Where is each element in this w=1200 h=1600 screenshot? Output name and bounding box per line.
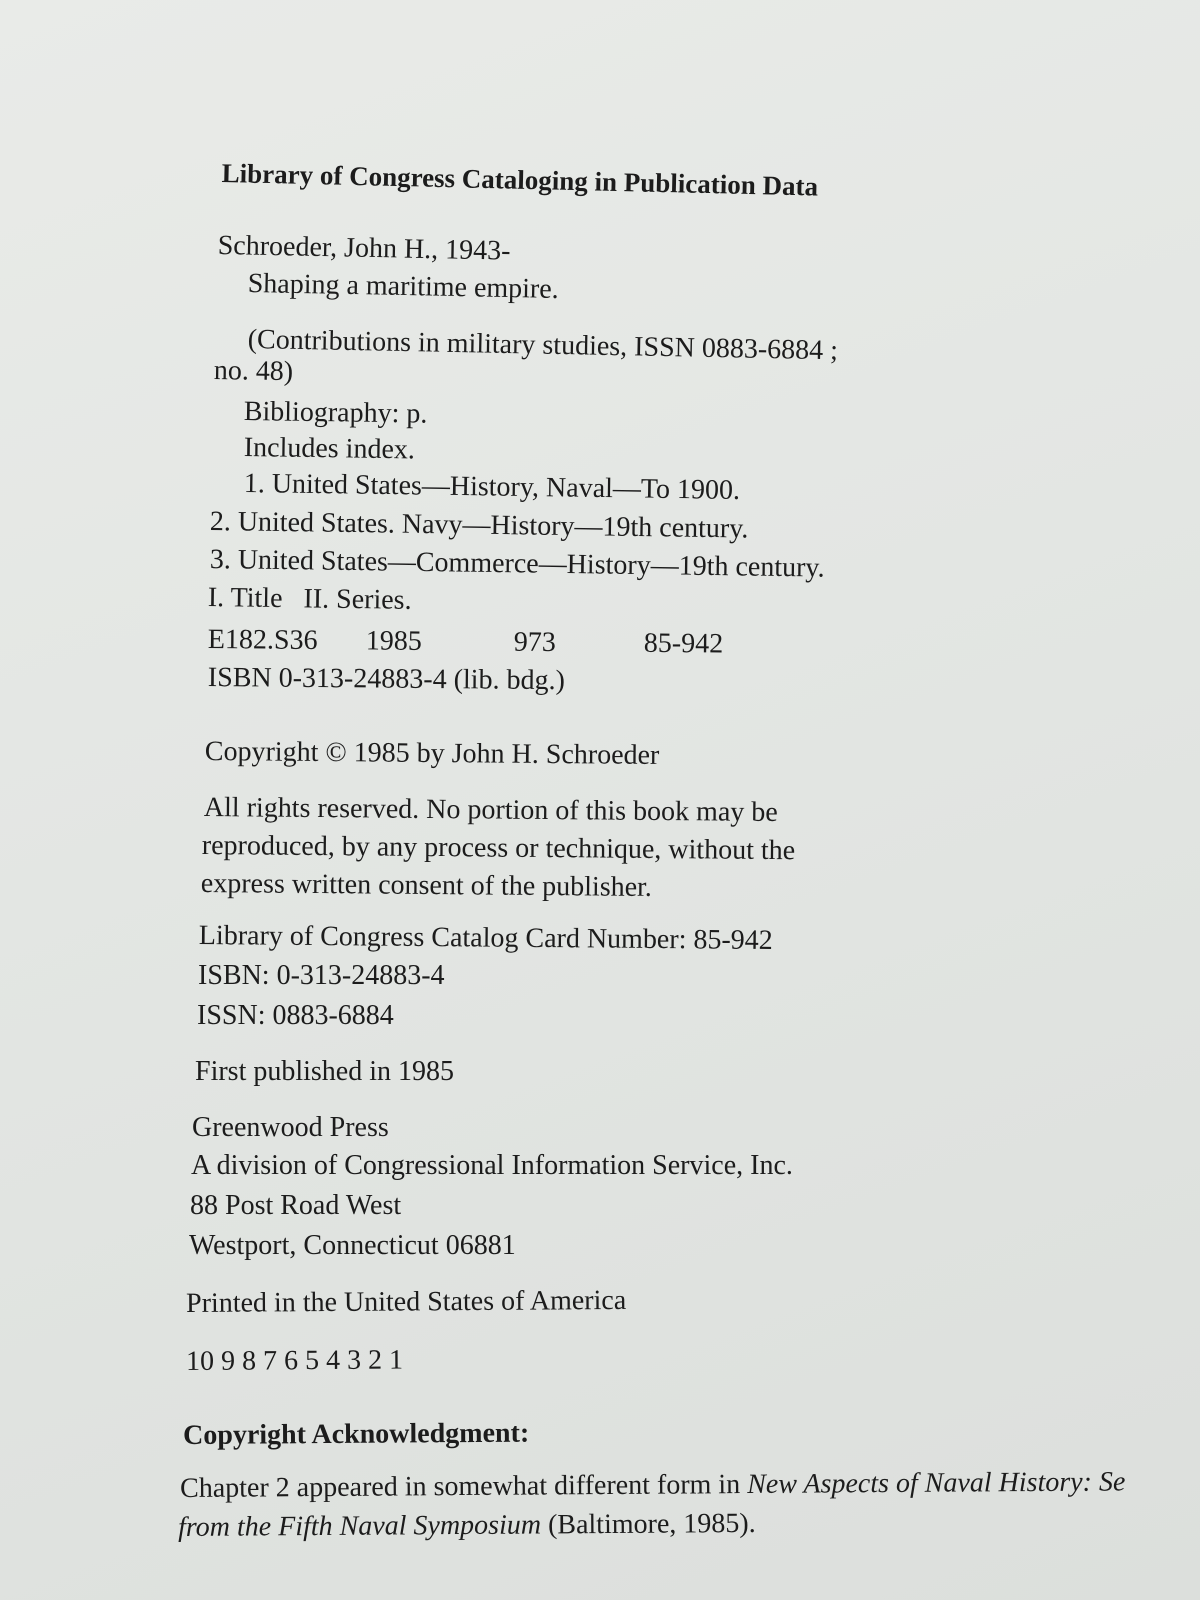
acknowledgment-line-2-text: (Baltimore, 1985). [540,1507,756,1541]
cip-isbn: ISBN 0-313-24883-4 (lib. bdg.) [207,662,565,697]
printed-in: Printed in the United States of America [185,1284,627,1319]
acknowledgment-book-title: New Aspects of Naval History: Se [747,1466,1126,1501]
issn-line: ISSN: 0883-6884 [197,1000,394,1031]
cip-subject-1: 1. United States—History, Naval—To 1900. [243,468,741,506]
publisher-city: Westport, Connecticut 06881 [189,1230,516,1261]
isbn-line: ISBN: 0-313-24883-4 [198,960,445,991]
cip-heading: Library of Congress Cataloging in Publication Data [221,158,819,202]
catalog-card-number: Library of Congress Catalog Card Number: 85-942 [198,920,773,957]
rights-line-1: All rights reserved. No portion of this book may be [203,792,778,829]
cip-title: Shaping a maritime empire. [247,268,560,305]
cip-series-line2: no. 48) [213,355,294,388]
cip-lccn: 85-942 [643,627,724,660]
acknowledgment-line-2 [177,1507,756,1543]
cip-call-number: E182.S36 [207,624,318,656]
publisher-name: Greenwood Press [192,1112,389,1143]
rights-line-3: express written consent of the publisher. [200,868,653,903]
cip-dewey: 973 [513,626,557,659]
first-published: First published in 1985 [195,1056,455,1087]
cip-subject-2: 2. United States. Navy—History—19th century. [209,506,749,545]
copyright-notice: Copyright © 1985 by John H. Schroeder [204,736,660,771]
acknowledgment-line-1 [180,1468,1125,1503]
cip-series-line1: (Contributions in military studies, ISSN 0883-6884 ; [247,324,839,367]
cip-call-year: 1985 [365,625,423,657]
publisher-division: A division of Congressional Information Service, Inc. [191,1150,793,1181]
acknowledgment-line-1-text: Chapter 2 appeared in somewhat different form in [179,1469,748,1504]
cip-call-row [208,626,724,658]
publisher-street: 88 Post Road West [190,1190,402,1221]
acknowledgment-heading: Copyright Acknowledgment: [182,1417,530,1451]
acknowledgment-book-title-cont: from the Fifth Naval Symposium [177,1509,542,1543]
cip-author: Schroeder, John H., 1943- [217,230,511,267]
cip-added-entries: I. Title II. Series. [207,582,412,616]
cip-index: Includes index. [243,432,416,466]
cip-subject-3: 3. United States—Commerce—History—19th century. [209,544,825,584]
printing-line: 10 9 8 7 6 5 4 3 2 1 [185,1344,404,1377]
cip-bibliography: Bibliography: p. [243,396,428,430]
rights-line-2: reproduced, by any process or technique, without the [201,830,796,867]
